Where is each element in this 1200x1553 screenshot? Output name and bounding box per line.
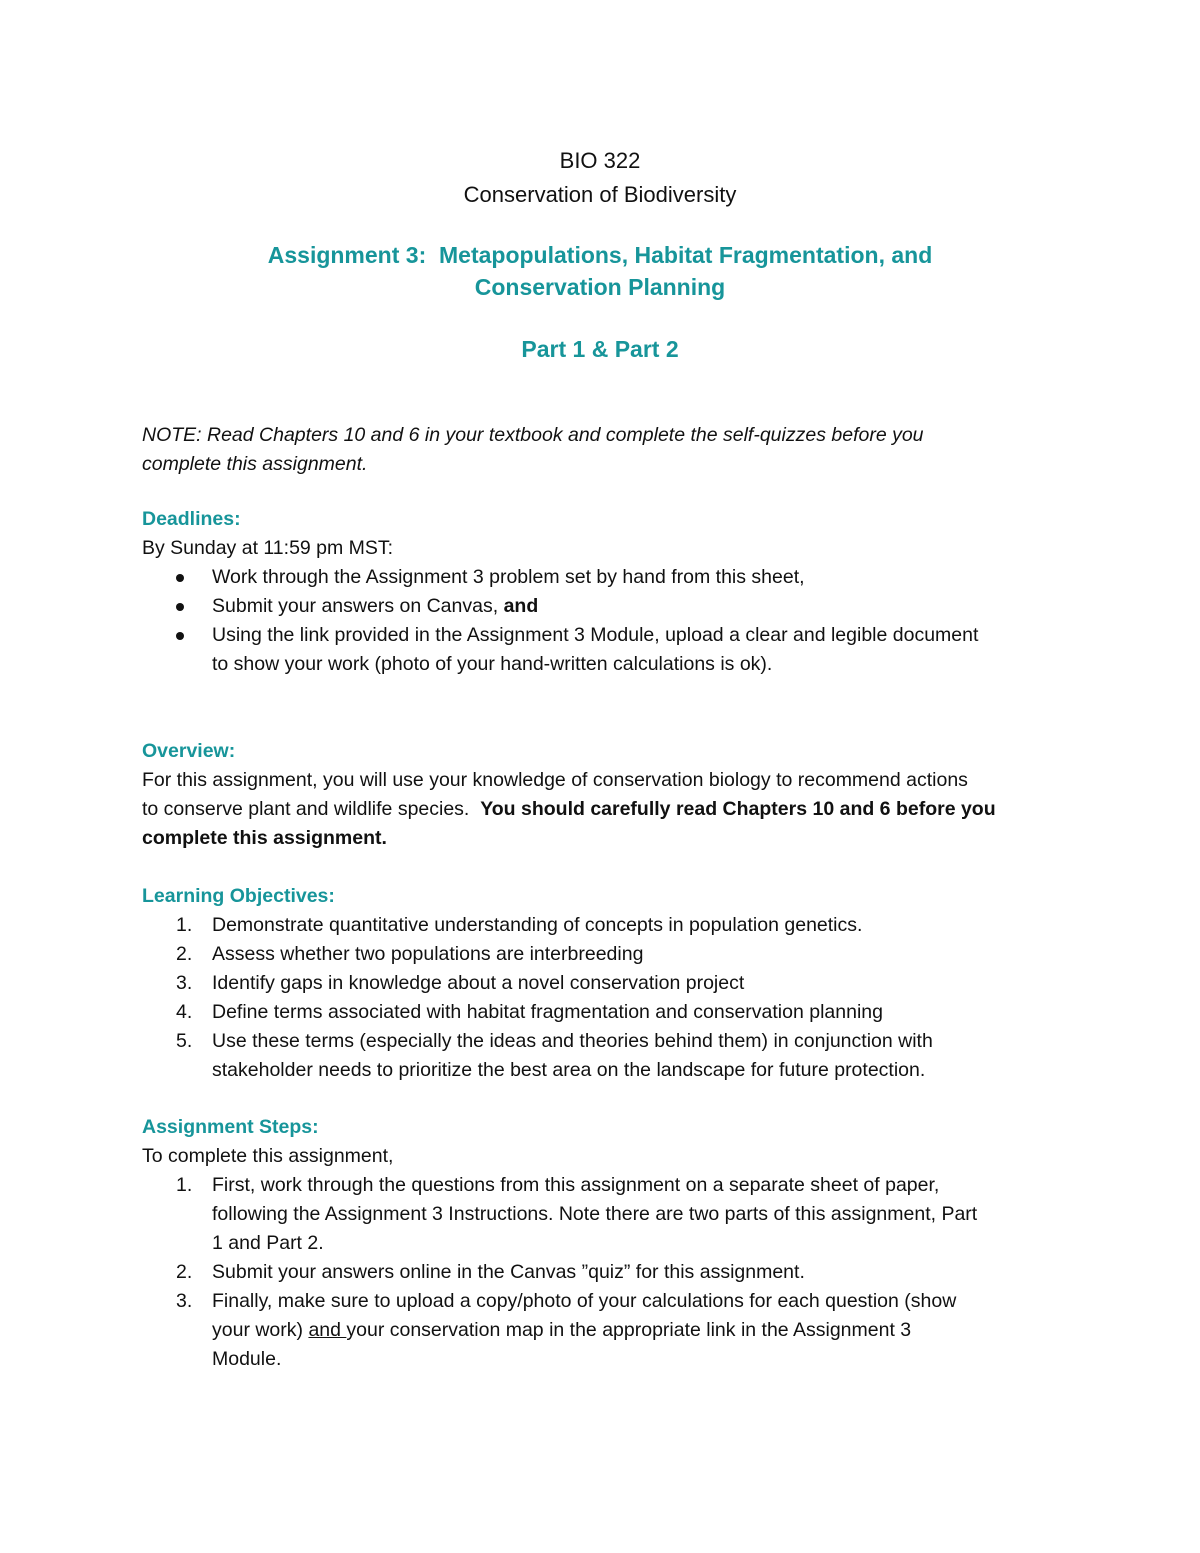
objective-3-text: Identify gaps in knowledge about a novel conservation project	[212, 972, 745, 994]
list-number: 2.	[176, 1261, 193, 1283]
step-1-line-1: First, work through the questions from this assignment on a separate sheet of paper,	[212, 1174, 940, 1196]
overview-section	[142, 737, 1082, 853]
overview-line-2-bold: You should carefully read Chapters 10 and 6 before you	[480, 798, 996, 820]
step-3-line-3: Module.	[212, 1348, 282, 1370]
deadline-item-3-line-2: to show your work (photo of your hand-written calculations is ok).	[212, 653, 773, 675]
list-item	[142, 1287, 1082, 1374]
overview-line-3-bold: complete this assignment.	[142, 827, 387, 849]
list-number: 3.	[176, 1290, 193, 1312]
steps-intro: To complete this assignment,	[142, 1145, 394, 1167]
step-1-line-3: 1 and Part 2.	[212, 1232, 324, 1254]
step-3-line-2-pre: your work)	[212, 1319, 309, 1341]
deadline-item-2-text: Submit your answers on Canvas,	[212, 595, 504, 617]
deadlines-heading: Deadlines:	[142, 508, 241, 530]
list-item	[142, 911, 1082, 940]
step-3-line-2-post: your conservation map in the appropriate link in the Assignment 3	[346, 1319, 912, 1341]
objective-1-text: Demonstrate quantitative understanding of concepts in population genetics.	[212, 914, 863, 936]
list-item	[142, 1171, 1082, 1258]
objective-2-text: Assess whether two populations are interbreeding	[212, 943, 644, 965]
deadlines-section	[142, 505, 1082, 563]
objective-5-line-2: stakeholder needs to prioritize the best area on the landscape for future protection.	[212, 1059, 926, 1081]
deadline-item-3-line-1: Using the link provided in the Assignment 3 Module, upload a clear and legible document	[212, 624, 979, 646]
list-item	[142, 563, 1082, 592]
overview-line-2-text: to conserve plant and wildlife species.	[142, 798, 481, 820]
objective-4-text: Define terms associated with habitat fragmentation and conservation planning	[212, 1001, 883, 1023]
step-2-text: Submit your answers online in the Canvas ”quiz” for this assignment.	[212, 1261, 805, 1283]
deadline-item-1-text: Work through the Assignment 3 problem set by hand from this sheet,	[212, 566, 805, 588]
steps-section	[142, 1113, 1082, 1171]
list-item	[142, 592, 1082, 621]
list-item	[142, 1258, 1082, 1287]
list-number: 4.	[176, 1001, 193, 1023]
course-code: BIO 322	[559, 148, 641, 173]
steps-heading: Assignment Steps:	[142, 1116, 319, 1138]
parts-heading: Part 1 & Part 2	[521, 336, 679, 362]
objectives-list	[142, 911, 1082, 1085]
list-item	[142, 621, 1082, 679]
steps-list	[142, 1171, 1082, 1374]
note-line-1: NOTE: Read Chapters 10 and 6 in your textbook and complete the self-quizzes before you	[142, 424, 924, 446]
list-item	[142, 969, 1082, 998]
list-item	[142, 998, 1082, 1027]
step-1-line-2: following the Assignment 3 Instructions. Note there are two parts of this assignment, Part	[212, 1203, 978, 1225]
assignment-title-line-2: Conservation Planning	[474, 274, 726, 300]
overview-heading: Overview:	[142, 740, 236, 762]
overview-line-3	[142, 824, 1082, 853]
deadlines-intro: By Sunday at 11:59 pm MST:	[142, 537, 394, 559]
overview-line-1: For this assignment, you will use your knowledge of conservation biology to recommend actions	[142, 769, 968, 791]
objectives-heading: Learning Objectives:	[142, 885, 335, 907]
objective-5-line-1: Use these terms (especially the ideas and theories behind them) in conjunction with	[212, 1030, 933, 1052]
list-number: 3.	[176, 972, 193, 994]
list-number: 5.	[176, 1030, 193, 1052]
step-3-line-2	[212, 1316, 1082, 1345]
step-3-line-1: Finally, make sure to upload a copy/photo of your calculations for each question (show	[212, 1290, 957, 1312]
deadlines-list	[142, 563, 1082, 679]
list-number: 2.	[176, 943, 193, 965]
objectives-section	[142, 882, 1082, 911]
step-3-underlined-and: and	[308, 1319, 347, 1341]
overview-line-2	[142, 795, 1082, 824]
note-line-2: complete this assignment.	[142, 453, 368, 475]
list-item	[142, 940, 1082, 969]
list-number: 1.	[176, 1174, 193, 1196]
course-name: Conservation of Biodiversity	[463, 182, 737, 207]
list-number: 1.	[176, 914, 193, 936]
list-item	[142, 1027, 1082, 1085]
assignment-title-line-1: Assignment 3: Metapopulations, Habitat Fragmentation, and	[267, 242, 933, 268]
deadline-item-2-bold: and	[503, 595, 539, 617]
note-paragraph	[142, 421, 1082, 479]
